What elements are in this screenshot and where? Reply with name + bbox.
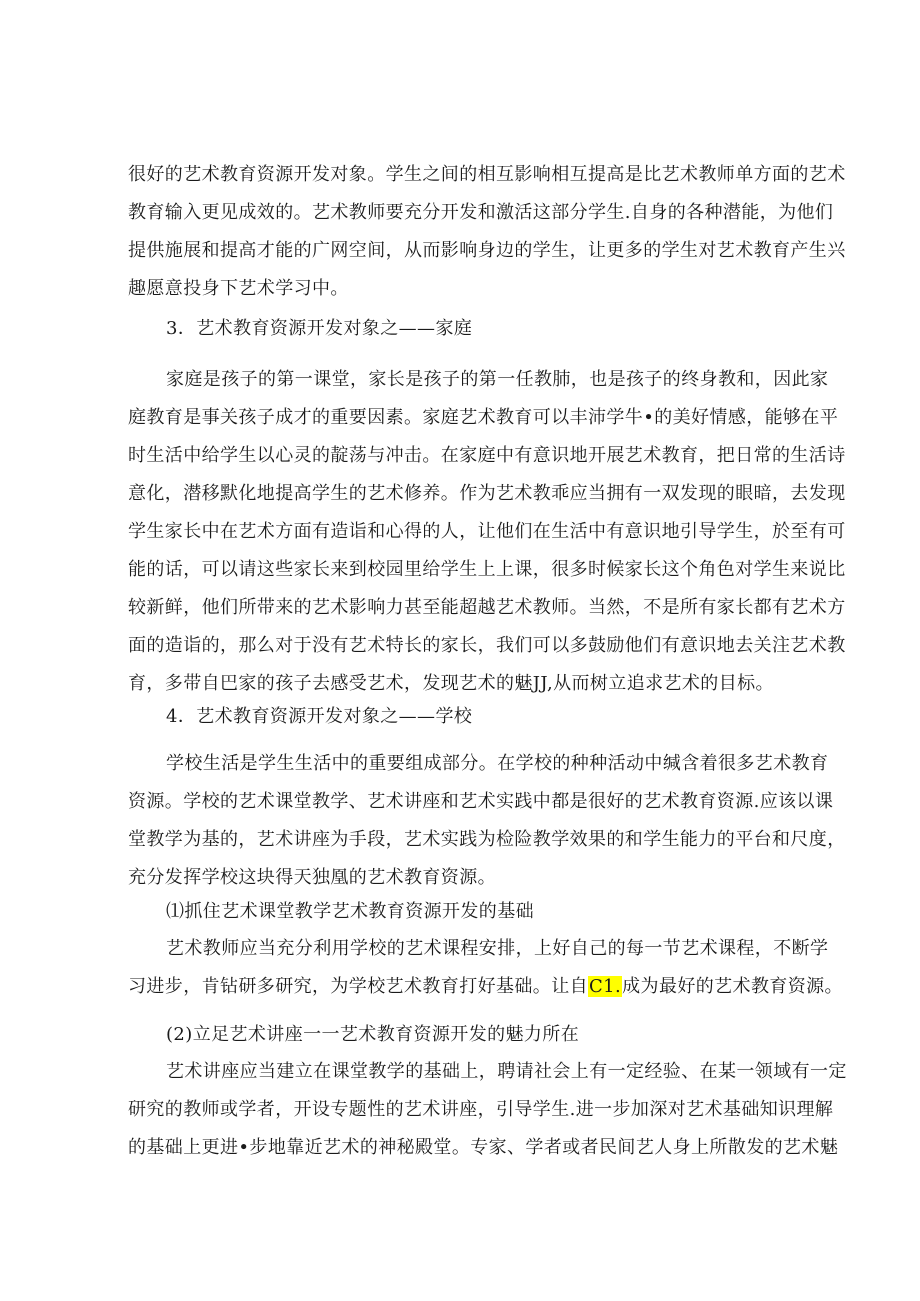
body-line: 艺术讲座应当建立在课堂教学的基础上，聘请社会上有一定经验、在某一领域有一定 — [166, 1061, 847, 1082]
body-line: 教育输入更见成效的。艺术教师要充分开发和激活这部分学生.自身的各种潜能，为他们 — [128, 202, 834, 223]
body-line: 育，多带自巴家的孩子去感受艺术，发现艺术的魅JJ,从而树立追求艺术的目标。 — [128, 673, 774, 694]
body-line: 资源。学校的艺术课堂教学、艺术讲座和艺术实践中都是很好的艺术教育资源.应该以课 — [128, 791, 834, 812]
body-line: 充分发挥学校这块得天独凰的艺术教育资源。 — [128, 867, 496, 888]
body-line: 的基础上更进•步地靠近艺术的神秘殿堂。专家、学者或者民间艺人身上所散发的艺术魅 — [128, 1137, 839, 1158]
body-line: 堂教学为基的，艺术讲座为手段，艺术实践为检险教学效果的和学生能力的平台和尺度， — [128, 829, 846, 850]
body-line: 学生家长中在艺术方面有造诣和心得的人，让他们在生活中有意识地引导学生，於至有可 — [128, 521, 846, 542]
body-line-highlighted — [128, 970, 843, 1004]
body-line: 研究的教师或学者，开设专题性的艺术讲座，引导学生.进一步加深对艺术基础知识理解 — [128, 1099, 834, 1120]
body-line: 时生活中给学生以心灵的靛荡与冲击。在家庭中有意识地开展艺术教育，把日常的生活诗 — [128, 445, 846, 466]
highlighted-text: C1. — [589, 976, 622, 997]
body-line: 艺术教师应当充分利用学校的艺术课程安排，上好自己的每一节艺术课程，不断学 — [166, 938, 829, 959]
body-line: 意化，潜移默化地提高学生的艺术修养。作为艺术教乖应当拥有一双发现的眼暗，去发现 — [128, 483, 846, 504]
text-run: 习进步，肯钻研多研究，为学校艺术教育打好基础。让自 — [128, 976, 588, 997]
body-line: 趣愿意投身下艺术学习中。 — [128, 278, 349, 299]
subheading-lecture: (2)立足艺术讲座一一艺术教育资源开发的魅力所在 — [166, 1024, 580, 1045]
body-line: 庭教育是事关孩子成才的重要因素。家庭艺术教育可以丰沛学牛•的美好情感，能够在平 — [128, 407, 839, 428]
section-heading-school: 4．艺术教育资源开发对象之——学校 — [166, 706, 473, 727]
subheading-classroom: ⑴抓住艺术课堂教学艺术教育资源开发的基础 — [166, 901, 534, 922]
body-line: 家庭是孩子的第一课堂，家长是孩子的第一任教肺，也是孩子的终身教和，因此家 — [166, 369, 829, 390]
body-line: 提供施展和提高才能的广网空间，从而影响身边的学生，让更多的学生对艺术教育产生兴 — [128, 240, 846, 261]
body-line: 较新鲜，他们所带来的艺术影响力甚至能超越艺术教师。当然，不是所有家长都有艺术方 — [128, 597, 846, 618]
body-line: 很好的艺术教育资源开发对象。学生之间的相互影响相互提高是比艺术教师单方面的艺术 — [128, 164, 846, 185]
section-heading-family: 3．艺术教育资源开发对象之——家庭 — [166, 318, 473, 339]
body-line: 学校生活是学生生活中的重要组成部分。在学校的种种活动中缄含着很多艺术教育 — [166, 753, 829, 774]
body-line: 面的造诣的，那么对于没有艺术特长的家长，我们可以多鼓励他们有意识地去关注艺术教 — [128, 635, 846, 656]
body-line: 能的话，可以请这些家长来到校园里给学生上上课，很多时候家长这个角色对学生来说比 — [128, 559, 846, 580]
text-run: 成为最好的艺术教育资源。 — [622, 976, 843, 997]
